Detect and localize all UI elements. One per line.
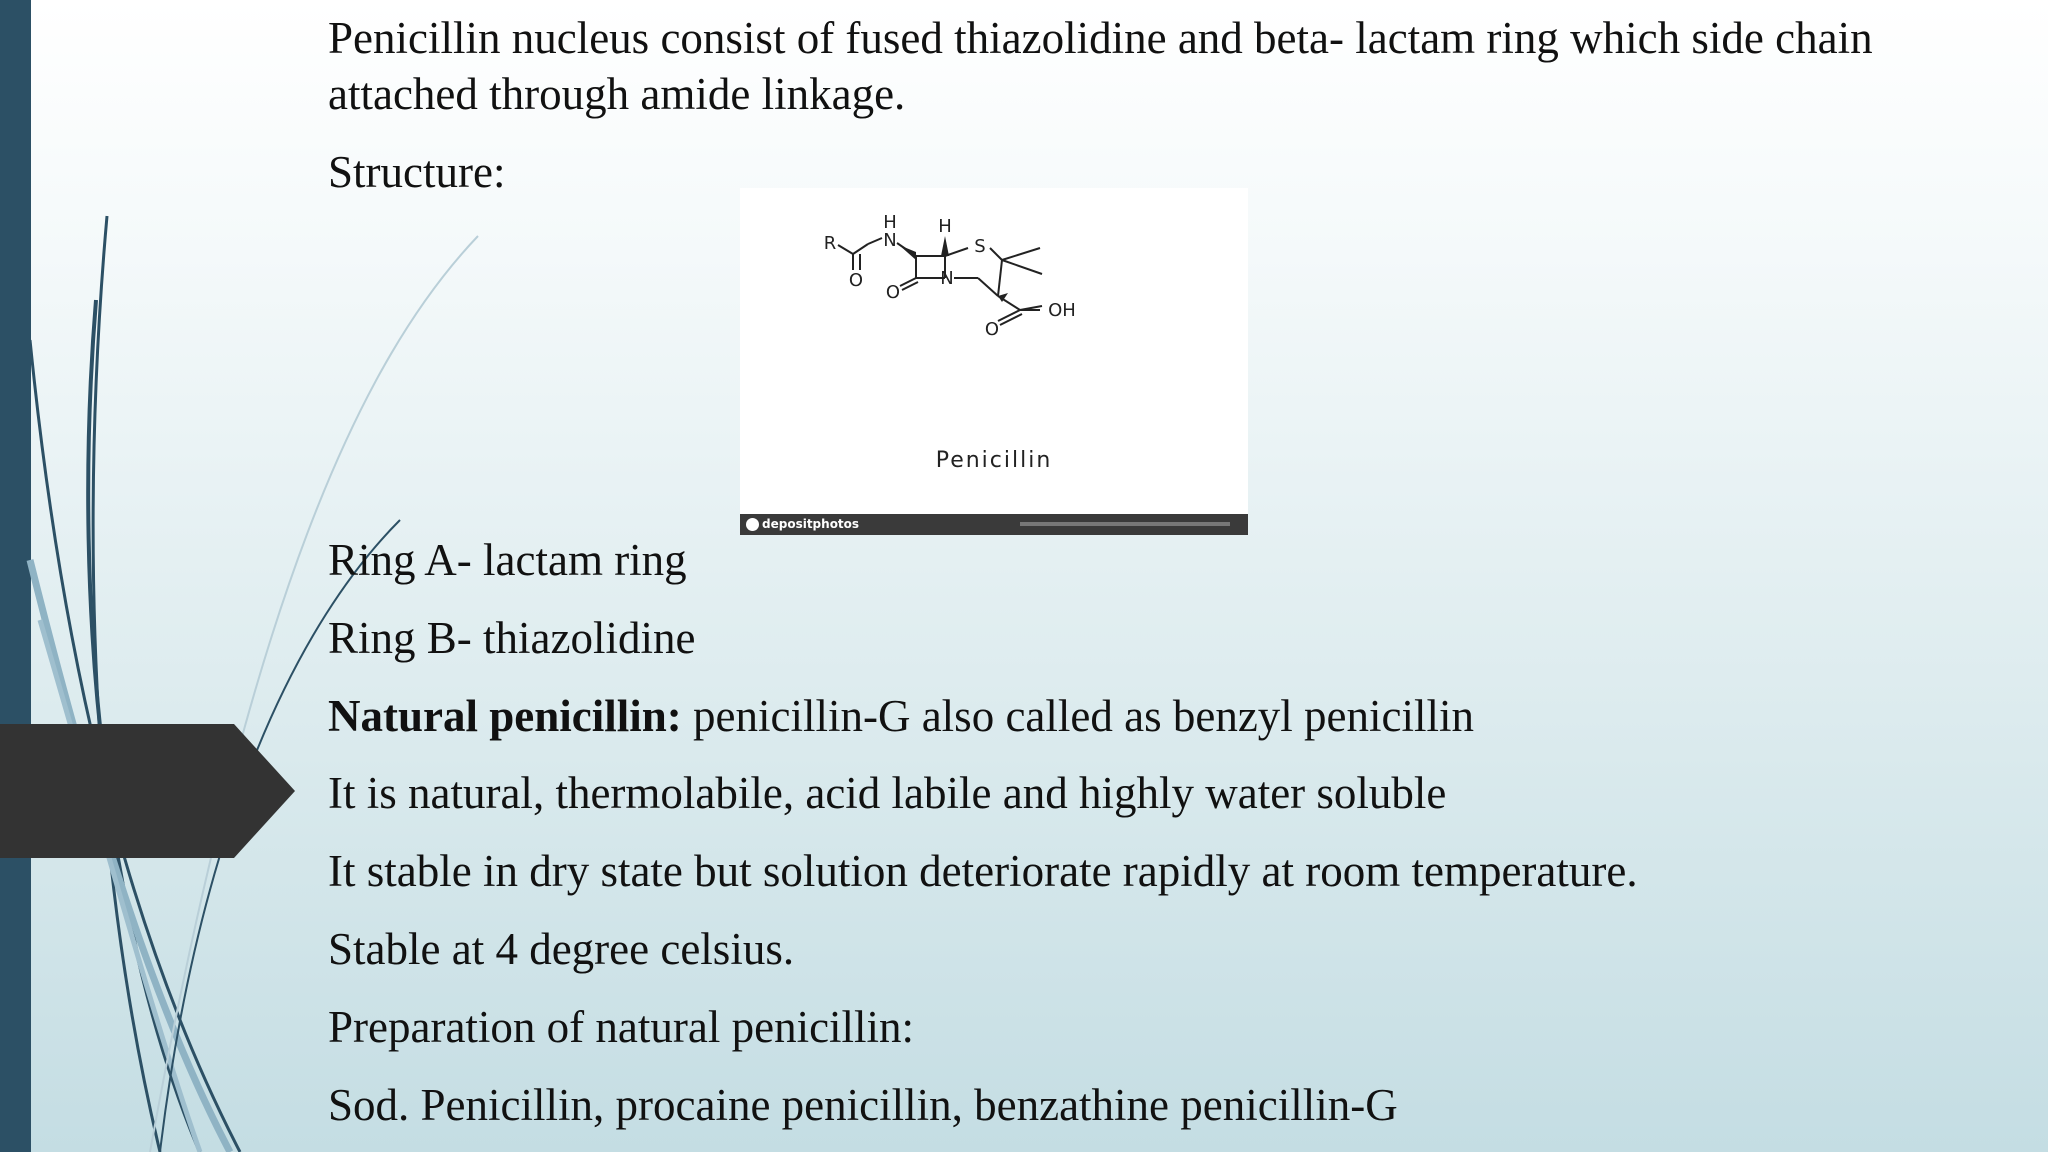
natural-penicillin-line: [328, 688, 1474, 744]
atom-o-acid: O: [984, 319, 1000, 340]
temperature-line: Stable at 4 degree celsius.: [328, 924, 795, 974]
intro-paragraph: Penicillin nucleus consist of fused thiazolidine and beta- lactam ring which side chain attached through amide linkage.: [328, 13, 1873, 119]
preparation-heading: Preparation of natural penicillin:: [328, 1002, 915, 1052]
structure-label: Structure:: [328, 147, 506, 197]
atom-o-amide: O: [848, 270, 864, 291]
ring-a-text: Ring A- lactam ring: [328, 535, 687, 585]
atom-o-lactam: O: [885, 282, 901, 303]
figure-caption: Penicillin: [935, 448, 1053, 473]
watermark-text: depositphotos: [762, 517, 860, 531]
ring-b-text: Ring B- thiazolidine: [328, 613, 696, 663]
atom-n-ring: N: [940, 268, 954, 289]
penicillin-structure-image: [740, 188, 1248, 535]
stability-line: It stable in dry state but solution deteriorate rapidly at room temperature.: [328, 846, 1638, 896]
atom-oh: OH: [1048, 300, 1076, 321]
watermark-fine-print: [1020, 522, 1230, 526]
watermark-logo-icon: [746, 518, 759, 531]
atom-h-amide: H: [883, 212, 897, 233]
natural-penicillin-label: Natural penicillin:: [328, 691, 682, 741]
salts-line: Sod. Penicillin, procaine penicillin, benzathine penicillin-G: [328, 1080, 1398, 1130]
atom-h-top: H: [938, 216, 952, 237]
arrow-tab: [0, 724, 295, 858]
atom-s: S: [974, 236, 986, 257]
left-accent-bar: [0, 0, 31, 1152]
properties-line: It is natural, thermolabile, acid labile and highly water soluble: [328, 768, 1447, 818]
atom-n-amide: N: [883, 230, 897, 251]
natural-penicillin-text: penicillin-G also called as benzyl penicillin: [681, 691, 1475, 741]
watermark-bar: [740, 514, 1248, 535]
atom-r: R: [823, 233, 837, 254]
penicillin-molecule-drawing: [740, 188, 1248, 535]
